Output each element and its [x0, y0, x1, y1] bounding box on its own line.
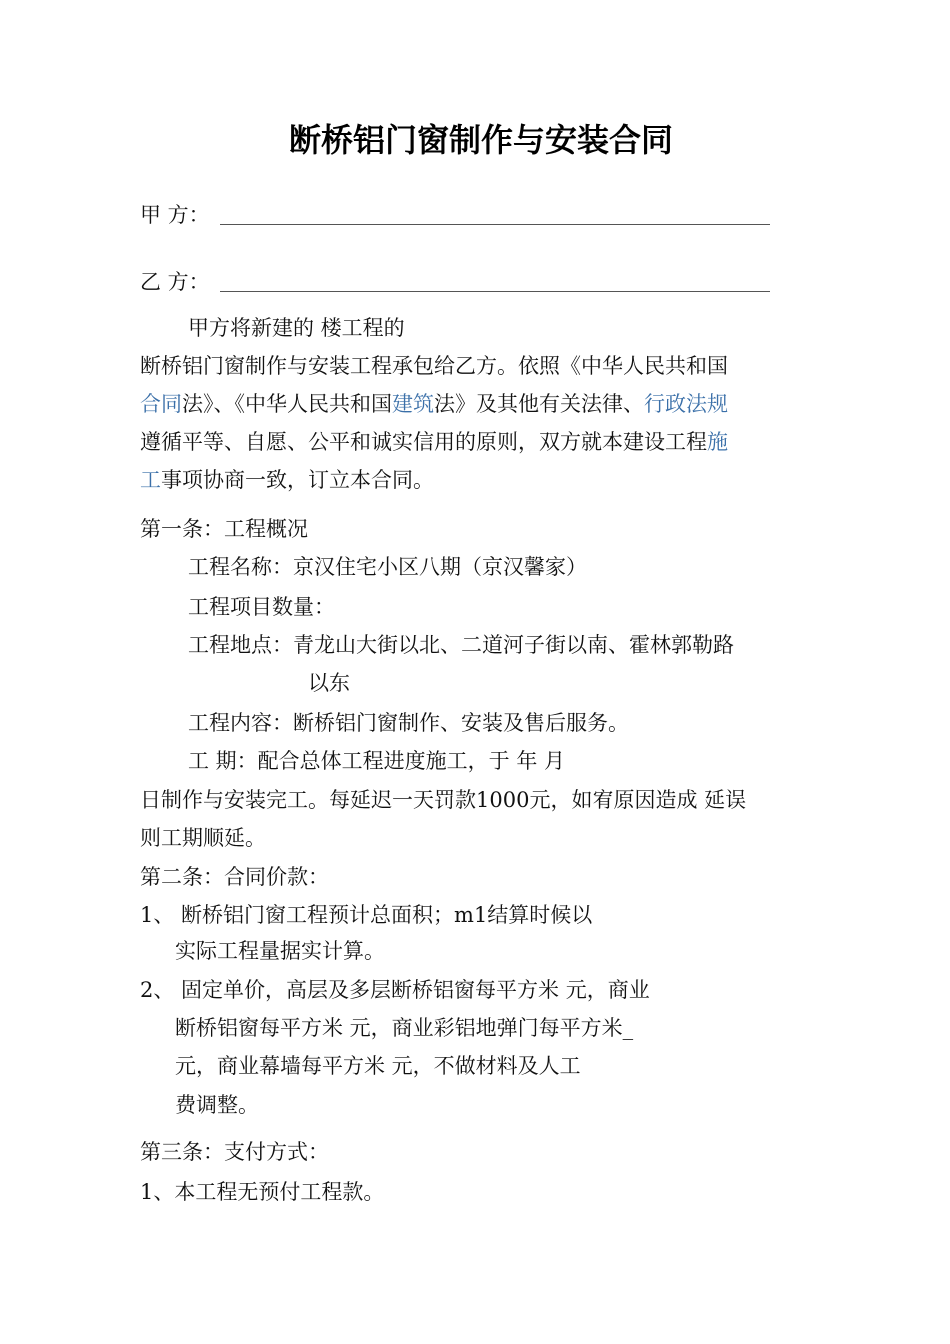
project-quantity: 工程项目数量：	[188, 595, 335, 619]
intro-line-3	[140, 389, 728, 419]
party-a-blank[interactable]	[220, 224, 770, 225]
project-period-line-1: 工 期：配合总体工程进度施工，于 年 月	[188, 749, 566, 773]
project-location-line-2: 以东	[308, 671, 350, 695]
link-construction-b[interactable]: 工	[140, 468, 161, 492]
price-item-2-line-3: 元，商业幕墙每平方米 元，不做材料及人工	[175, 1054, 581, 1078]
project-period-line-2: 日制作与安装完工。每延迟一天罚款1000元，如宥原因造成 延误	[140, 788, 747, 812]
article-3-heading: 第三条：支付方式：	[140, 1140, 329, 1164]
project-location-line-1: 工程地点：青龙山大街以北、二道河子街以南、霍林郭勒路	[188, 633, 734, 657]
price-item-2-line-2: 断桥铝窗每平方米 元，商业彩铝地弹门每平方米_	[175, 1016, 634, 1040]
document-title: 断桥铝门窗制作与安装合同	[288, 121, 673, 159]
intro-line-1: 甲方将新建的 楼工程的	[188, 316, 405, 340]
article-1-heading: 第一条：工程概况	[140, 517, 308, 541]
link-administrative-regulations[interactable]: 行政法规	[644, 392, 728, 416]
link-construction-a[interactable]: 施	[707, 430, 728, 454]
price-item-1-line-1: 1、 断桥铝门窗工程预计总面积；m1结算时候以	[140, 903, 593, 927]
party-b-label: 乙 方：	[140, 270, 210, 294]
intro-line-5	[140, 465, 434, 495]
payment-item-1: 1、本工程无预付工程款。	[140, 1180, 385, 1204]
party-b-line	[140, 267, 210, 297]
price-item-2-line-1: 2、 固定单价，高层及多层断桥铝窗每平方米 元，商业	[140, 978, 650, 1002]
project-name: 工程名称：京汉住宅小区八期（京汉馨家）	[188, 555, 587, 579]
intro-line-4	[140, 427, 728, 457]
link-construction-law[interactable]: 建筑	[392, 392, 434, 416]
party-b-blank[interactable]	[220, 291, 770, 292]
intro-line-3-text-a: 法》、《中华人民共和国	[182, 392, 392, 416]
price-item-2-line-4: 费调整。	[175, 1093, 259, 1117]
article-2-heading: 第二条：合同价款：	[140, 865, 329, 889]
price-item-1-line-2: 实际工程量据实计算。	[175, 939, 385, 963]
project-content: 工程内容：断桥铝门窗制作、安装及售后服务。	[188, 711, 629, 735]
project-period-line-3: 则工期顺延。	[140, 826, 266, 850]
link-contract-law[interactable]: 合同	[140, 392, 182, 416]
intro-line-2: 断桥铝门窗制作与安装工程承包给乙方。依照《中华人民共和国	[140, 354, 728, 378]
party-a-label: 甲 方：	[140, 203, 210, 227]
intro-line-5-text: 事项协商一致，订立本合同。	[161, 468, 434, 492]
intro-line-3-text-b: 法》及其他有关法律、	[434, 392, 644, 416]
intro-line-4-text: 遵循平等、自愿、公平和诚实信用的原则，双方就本建设工程	[140, 430, 707, 454]
party-a-line	[140, 200, 210, 230]
